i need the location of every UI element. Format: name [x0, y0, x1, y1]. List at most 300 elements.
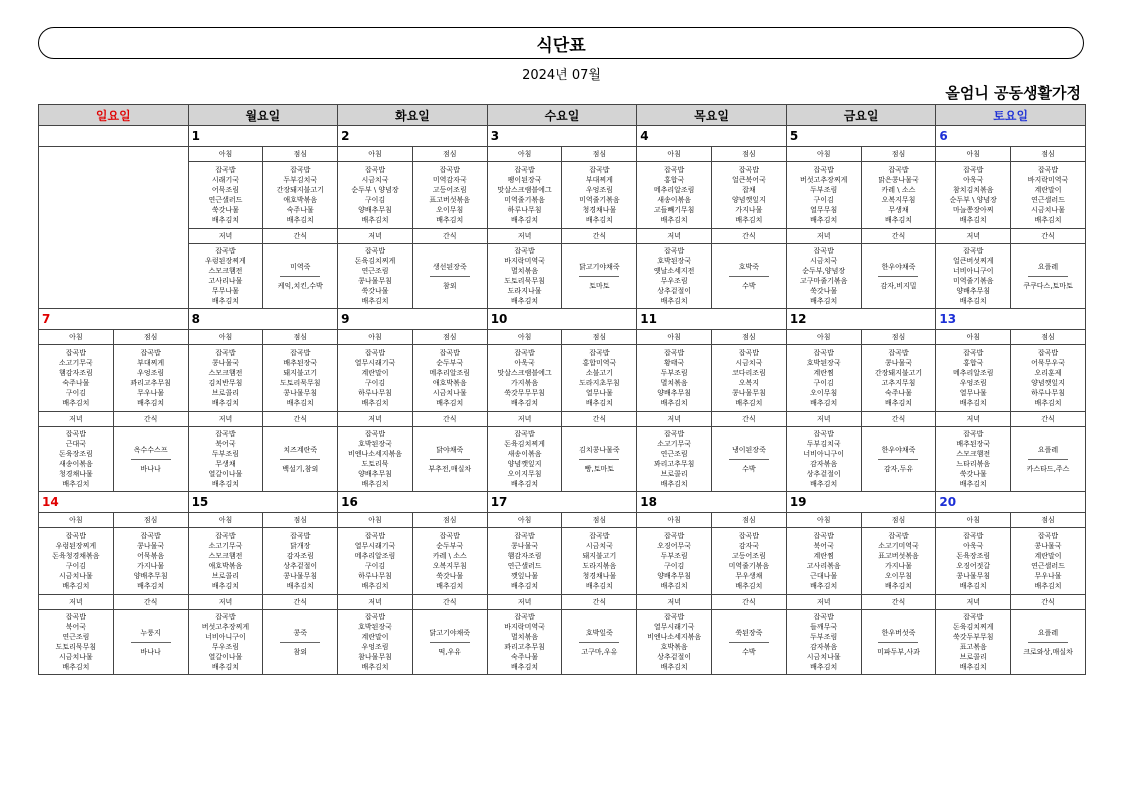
menu-item: 잡곡밥	[813, 166, 834, 174]
menu-item: 청경채나물	[582, 572, 617, 580]
snack-menu	[263, 244, 338, 309]
lunch-menu	[712, 528, 787, 595]
menu-item: 계란말이	[1034, 552, 1062, 560]
menu-item: 배추김치	[1034, 399, 1062, 407]
lunch-label: 점심	[412, 513, 487, 528]
snack-main-item: 한우야채죽	[881, 445, 916, 454]
snack-label: 간식	[263, 595, 338, 610]
breakfast-label: 아침	[786, 330, 861, 345]
menu-item: 닭개장	[290, 542, 311, 550]
menu-item: 시금치나물	[1031, 206, 1065, 214]
dinner-label: 저녁	[338, 595, 413, 610]
dinner-menu	[338, 427, 413, 492]
menu-item: 계란찜	[813, 369, 834, 377]
snack-menu	[562, 427, 637, 492]
snack-menu	[263, 610, 338, 675]
menu-item: 잡곡밥	[963, 247, 984, 255]
menu-item: 오복지무침	[881, 196, 916, 204]
menu-item: 팽이된장국	[507, 176, 542, 184]
menu-item: 배추된장국	[283, 359, 318, 367]
menu-item: 구이김	[65, 389, 87, 397]
menu-item: 잡곡밥	[738, 349, 760, 357]
date-number: 13	[936, 309, 1086, 330]
menu-item: 잡곡밥	[215, 247, 236, 255]
menu-item: 배추김치	[660, 216, 688, 224]
menu-item: 연근샐러드	[208, 196, 243, 204]
breakfast-label: 아침	[936, 330, 1011, 345]
menu-item: 간장돼지불고기	[874, 369, 923, 377]
menu-item: 오징어젓갈	[956, 562, 991, 570]
menu-item: 오이지무침	[507, 470, 542, 478]
menu-item: 상추겉절이	[283, 562, 318, 570]
menu-item: 무우생채	[735, 572, 763, 580]
menu-item: 잡곡밥	[65, 430, 87, 438]
menu-item: 배추김치	[62, 582, 90, 590]
menu-item: 숙주나물	[62, 379, 90, 387]
empty-date-cell	[39, 126, 189, 147]
menu-item: 잡곡밥	[738, 532, 760, 540]
snack-main-item: 한우야채죽	[881, 262, 916, 271]
menu-item: 쑥갓나물	[436, 572, 464, 580]
lunch-menu	[562, 345, 637, 412]
menu-item: 소고기무국	[58, 359, 93, 367]
snack-divider	[878, 459, 918, 460]
menu-item: 어묵조림	[211, 186, 239, 194]
breakfast-menu	[637, 162, 712, 229]
menu-item: 콩나물무침	[283, 572, 318, 580]
snack-main-item: 호박죽	[738, 262, 760, 271]
menu-item: 구이김	[364, 562, 386, 570]
snack-side-item: 떡,우유	[438, 647, 462, 656]
menu-item: 근대국	[65, 440, 87, 448]
menu-item: 잡곡밥	[439, 532, 460, 540]
snack-side-item: 감자,두유	[883, 464, 914, 473]
menu-item: 배추김치	[511, 216, 539, 224]
menu-item: 우렁된장찌게	[205, 257, 246, 265]
menu-item: 잡곡밥	[514, 532, 535, 540]
menu-item: 쑥갓무무무침	[504, 389, 545, 397]
snack-side-item: 수박	[742, 464, 756, 473]
menu-item: 잡곡밥	[364, 166, 386, 174]
breakfast-label: 아침	[637, 330, 712, 345]
date-number: 6	[936, 126, 1086, 147]
lunch-label: 점심	[263, 513, 338, 528]
snack-label: 간식	[113, 595, 188, 610]
menu-item: 무우조림	[211, 643, 239, 651]
snack-label: 간식	[1011, 595, 1086, 610]
morning-menu-row	[39, 528, 1086, 595]
menu-item: 잡곡밥	[738, 166, 760, 174]
menu-item: 배추김치	[361, 582, 389, 590]
evening-menu-row	[39, 427, 1086, 492]
menu-item: 쑥갓나물	[211, 206, 239, 214]
snack-menu	[861, 244, 936, 309]
menu-item: 잡곡밥	[364, 613, 386, 621]
menu-item: 도라지초무침	[579, 379, 620, 387]
menu-item: 무무나물	[211, 287, 239, 295]
weekday-header: 일요일	[39, 105, 189, 126]
snack-menu	[861, 427, 936, 492]
menu-item: 두부조림	[660, 369, 688, 377]
breakfast-label: 아침	[786, 147, 861, 162]
menu-item: 구이김	[364, 379, 386, 387]
dinner-label: 저녁	[786, 412, 861, 427]
snack-menu	[412, 427, 487, 492]
snack-main-item: 생선된장죽	[432, 262, 467, 271]
menu-item: 양배추무침	[657, 572, 692, 580]
snack-divider	[878, 642, 918, 643]
dinner-menu	[39, 427, 114, 492]
snack-label: 간식	[562, 229, 637, 244]
menu-item: 연근샐러드	[1031, 562, 1065, 570]
menu-item: 오이무침	[884, 572, 913, 580]
breakfast-label: 아침	[338, 330, 413, 345]
lunch-menu	[861, 162, 936, 229]
menu-item: 잡곡밥	[888, 349, 909, 357]
menu-item: 배추김치	[137, 582, 165, 590]
lunch-menu	[1011, 528, 1086, 595]
menu-item: 숙주나물	[884, 389, 913, 397]
breakfast-menu	[786, 345, 861, 412]
breakfast-menu	[39, 528, 114, 595]
dinner-label: 저녁	[39, 595, 114, 610]
snack-side-item: 부추전,매실차	[428, 464, 472, 473]
menu-item: 배추김치	[511, 663, 539, 671]
menu-item: 표고볶음	[959, 643, 987, 651]
lunch-menu	[712, 162, 787, 229]
breakfast-menu	[936, 162, 1011, 229]
menu-item: 콩나물무침	[732, 389, 766, 397]
menu-item: 잡곡밥	[663, 613, 685, 621]
menu-item: 우엉조림	[585, 186, 613, 194]
menu-item: 시금치나물	[58, 653, 93, 661]
week-date-row	[39, 492, 1086, 513]
empty-day-cell	[39, 147, 189, 309]
menu-item: 배추김치	[211, 480, 239, 488]
snack-divider	[280, 642, 320, 643]
menu-item: 도토리묵무침	[279, 379, 321, 387]
menu-item: 도라지볶음	[582, 562, 617, 570]
menu-item: 하루나무침	[358, 389, 392, 397]
menu-item: 콩나물국	[211, 359, 239, 367]
snack-menu	[712, 610, 787, 675]
menu-item: 연근조림	[660, 450, 688, 458]
menu-item: 잡곡밥	[215, 349, 236, 357]
dinner-label: 저녁	[188, 595, 263, 610]
dinner-menu	[637, 427, 712, 492]
menu-item: 배추김치	[735, 399, 763, 407]
menu-item: 도토리묵무침	[55, 643, 97, 651]
snack-main-item: 옥수수스프	[133, 445, 168, 454]
menu-item: 잡곡밥	[290, 349, 311, 357]
meal-calendar-table	[38, 104, 1086, 675]
date-number: 20	[936, 492, 1086, 513]
snack-label: 간식	[712, 412, 787, 427]
snack-label: 간식	[712, 595, 787, 610]
menu-item: 잡곡밥	[813, 532, 834, 540]
lunch-menu	[263, 528, 338, 595]
menu-item: 양념깻잎지	[507, 460, 542, 468]
menu-item: 두부조림	[810, 186, 838, 194]
menu-item: 잡곡밥	[888, 166, 909, 174]
dinner-label: 저녁	[786, 229, 861, 244]
menu-item: 열갈이나물	[208, 653, 243, 661]
menu-item: 두부조림	[211, 450, 239, 458]
menu-item: 잡곡밥	[963, 430, 984, 438]
menu-item: 잡곡밥	[215, 166, 236, 174]
breakfast-menu	[188, 162, 263, 229]
date-number: 17	[487, 492, 637, 513]
dinner-menu	[487, 244, 562, 309]
menu-item: 배추김치	[211, 297, 239, 305]
menu-item: 배추김치	[436, 216, 464, 224]
snack-side-item: 백설기,참외	[282, 464, 319, 473]
menu-item: 황태국	[663, 359, 685, 367]
menu-item: 연근샐러드	[1031, 196, 1065, 204]
dinner-menu	[936, 244, 1011, 309]
menu-item: 쑥갓나물	[959, 470, 987, 478]
lunch-menu	[263, 345, 338, 412]
breakfast-menu	[487, 162, 562, 229]
lunch-label: 점심	[113, 330, 188, 345]
menu-item: 시금치국	[361, 176, 389, 184]
dinner-label: 저녁	[487, 229, 562, 244]
menu-item: 배추김치	[211, 582, 239, 590]
snack-side-item: 감자,비지밀	[880, 281, 917, 290]
menu-item: 배추김치	[361, 297, 389, 305]
snack-main-item: 요플레	[1037, 262, 1059, 271]
date-number: 5	[786, 126, 936, 147]
snack-divider	[1028, 642, 1068, 643]
menu-item: 고추지무침	[881, 379, 916, 387]
menu-item: 오이무침	[810, 389, 838, 397]
menu-item: 배추김치	[959, 216, 987, 224]
menu-item: 오복지	[738, 379, 760, 387]
snack-main-item: 미역죽	[290, 262, 311, 271]
dinner-label: 저녁	[338, 412, 413, 427]
menu-item: 비엔나소세지볶음	[347, 450, 403, 458]
menu-item: 표고버섯볶음	[878, 552, 919, 560]
menu-item: 멸치볶음	[660, 379, 688, 387]
menu-item: 배추김치	[286, 582, 314, 590]
menu-item: 꽈리고추무침	[504, 643, 545, 651]
menu-item: 배추김치	[959, 297, 987, 305]
dinner-menu	[936, 427, 1011, 492]
snack-divider	[579, 459, 619, 460]
lunch-menu	[1011, 345, 1086, 412]
menu-item: 시래기국	[211, 176, 239, 184]
snack-menu	[113, 427, 188, 492]
menu-item: 열무시래기국	[653, 623, 695, 631]
menu-item: 부대찌게	[137, 359, 165, 367]
dinner-label: 저녁	[936, 412, 1011, 427]
snack-menu	[113, 610, 188, 675]
snack-label: 간식	[1011, 229, 1086, 244]
snack-menu	[412, 244, 487, 309]
menu-item: 배추김치	[660, 663, 688, 671]
menu-item: 연근샐러드	[507, 562, 542, 570]
menu-item: 쑥갓두부무침	[952, 633, 994, 641]
menu-item: 배추김치	[810, 216, 838, 224]
weekday-header-row	[39, 105, 1086, 126]
breakfast-menu	[487, 528, 562, 595]
menu-item: 상추겉절이	[657, 653, 692, 661]
menu-item: 돼지불고기	[582, 552, 617, 560]
menu-item: 얼큰버섯찌게	[952, 257, 994, 265]
menu-item: 들깨무국	[810, 623, 838, 631]
menu-item: 북어국	[65, 623, 87, 631]
weekday-header: 금요일	[786, 105, 936, 126]
date-number: 15	[188, 492, 338, 513]
snack-divider	[1028, 459, 1068, 460]
menu-item: 참나물무침	[358, 653, 392, 661]
lunch-menu	[412, 162, 487, 229]
snack-side-item: 고구마,우유	[581, 647, 618, 656]
menu-item: 돼지불고기	[283, 369, 318, 377]
menu-item: 콩나물국	[511, 542, 539, 550]
snack-divider	[579, 276, 619, 277]
menu-item: 새송이볶음	[58, 460, 93, 468]
lunch-label: 점심	[263, 147, 338, 162]
breakfast-menu	[487, 345, 562, 412]
menu-item: 메추리알조림	[429, 369, 471, 377]
breakfast-menu	[637, 345, 712, 412]
date-number: 16	[338, 492, 488, 513]
lunch-label: 점심	[712, 513, 787, 528]
snack-side-item: 수박	[742, 647, 756, 656]
dinner-label: 저녁	[637, 595, 712, 610]
snack-main-item: 닭고기야채죽	[429, 628, 471, 637]
menu-item: 배추김치	[62, 480, 90, 488]
menu-item: 잡곡밥	[963, 532, 984, 540]
menu-item: 콩나물무침	[956, 572, 991, 580]
snack-divider	[430, 276, 470, 277]
menu-item: 구이김	[65, 562, 87, 570]
menu-item: 양배추무침	[956, 287, 991, 295]
menu-item: 잡곡밥	[589, 166, 610, 174]
breakfast-label: 아침	[936, 513, 1011, 528]
dinner-menu	[188, 244, 263, 309]
menu-item: 미역줄기볶음	[579, 196, 620, 204]
lunch-label: 점심	[861, 147, 936, 162]
menu-item: 우엉조림	[361, 643, 389, 651]
menu-item: 미역줄기볶음	[504, 196, 545, 204]
menu-item: 잡곡밥	[1037, 166, 1059, 174]
menu-item: 어묵볶음	[137, 552, 165, 560]
snack-divider	[430, 459, 470, 460]
menu-item: 두부조림	[660, 552, 688, 560]
menu-item: 연근조림	[62, 633, 90, 641]
menu-item: 배추김치	[810, 663, 838, 671]
menu-item: 스모크햄전	[208, 267, 243, 275]
lunch-label: 점심	[562, 330, 637, 345]
date-number: 2	[338, 126, 488, 147]
breakfast-menu	[39, 345, 114, 412]
snack-side-item: 참외	[293, 647, 307, 656]
menu-item: 구이김	[813, 379, 834, 387]
weekday-header: 수요일	[487, 105, 637, 126]
menu-item: 배추김치	[884, 399, 913, 407]
menu-item: 콩나물국	[884, 359, 913, 367]
menu-item: 돈육청경채볶음	[52, 552, 100, 560]
menu-item: 잡곡밥	[140, 532, 161, 540]
lunch-menu	[861, 345, 936, 412]
menu-item: 얼큰북어국	[732, 176, 766, 184]
menu-item: 북어국	[813, 542, 834, 550]
menu-item: 간장돼지불고기	[276, 186, 324, 194]
menu-item: 배추김치	[959, 480, 987, 488]
breakfast-label: 아침	[39, 330, 114, 345]
menu-item: 아욱국	[963, 542, 984, 550]
menu-item: 스모크햄전	[208, 552, 243, 560]
weekday-header: 월요일	[188, 105, 338, 126]
menu-item: 메추리알조림	[354, 552, 396, 560]
menu-item: 콩나물무침	[283, 389, 318, 397]
menu-item: 고등어조림	[432, 186, 467, 194]
breakfast-menu	[637, 528, 712, 595]
menu-item: 바지락미역국	[1027, 176, 1069, 184]
menu-item: 열무나물	[959, 389, 987, 397]
date-number: 9	[338, 309, 488, 330]
date-number: 14	[39, 492, 189, 513]
morning-menu-row	[39, 162, 1086, 229]
menu-item: 열무나물	[585, 389, 613, 397]
menu-item: 애호박볶음	[283, 196, 318, 204]
menu-item: 버섯고추장찌게	[800, 176, 848, 184]
menu-item: 가지나물	[137, 562, 165, 570]
snack-menu	[1011, 244, 1086, 309]
menu-item: 상추겉절이	[806, 470, 841, 478]
menu-item: 잡곡밥	[439, 166, 460, 174]
breakfast-label: 아침	[487, 513, 562, 528]
menu-item: 배추김치	[62, 663, 90, 671]
menu-item: 메추리알조림	[952, 369, 994, 377]
menu-item: 감자볶음	[810, 460, 838, 468]
snack-divider	[729, 276, 769, 277]
meal-label-row	[39, 330, 1086, 345]
week-date-row	[39, 126, 1086, 147]
breakfast-label: 아침	[188, 147, 263, 162]
dinner-label: 저녁	[637, 412, 712, 427]
menu-item: 홍합국	[663, 176, 685, 184]
menu-item: 감자국	[738, 542, 760, 550]
menu-item: 콩나물국	[137, 542, 165, 550]
menu-item: 돈육장조림	[956, 552, 991, 560]
snack-menu	[712, 244, 787, 309]
menu-item: 바지락미역국	[504, 257, 545, 265]
date-number: 18	[637, 492, 787, 513]
menu-item: 계란찜	[813, 552, 834, 560]
menu-item: 배추김치	[884, 582, 913, 590]
breakfast-label: 아침	[637, 147, 712, 162]
snack-menu	[1011, 427, 1086, 492]
menu-item: 하루나무침	[507, 206, 542, 214]
menu-item: 우엉조림	[959, 379, 987, 387]
menu-item: 배추김치	[959, 582, 987, 590]
snack-divider	[878, 276, 918, 277]
snack-divider	[131, 642, 171, 643]
menu-item: 잡채	[742, 186, 756, 194]
menu-item: 맛살스크램블에그	[497, 369, 552, 377]
lunch-label: 점심	[412, 147, 487, 162]
menu-item: 카레 \ 소스	[432, 552, 467, 560]
menu-item: 잡곡밥	[215, 613, 236, 621]
lunch-label: 점심	[1011, 147, 1086, 162]
snack-divider	[1028, 276, 1068, 277]
breakfast-menu	[338, 345, 413, 412]
menu-item: 상추겉절이	[657, 287, 692, 295]
snack-divider	[430, 642, 470, 643]
